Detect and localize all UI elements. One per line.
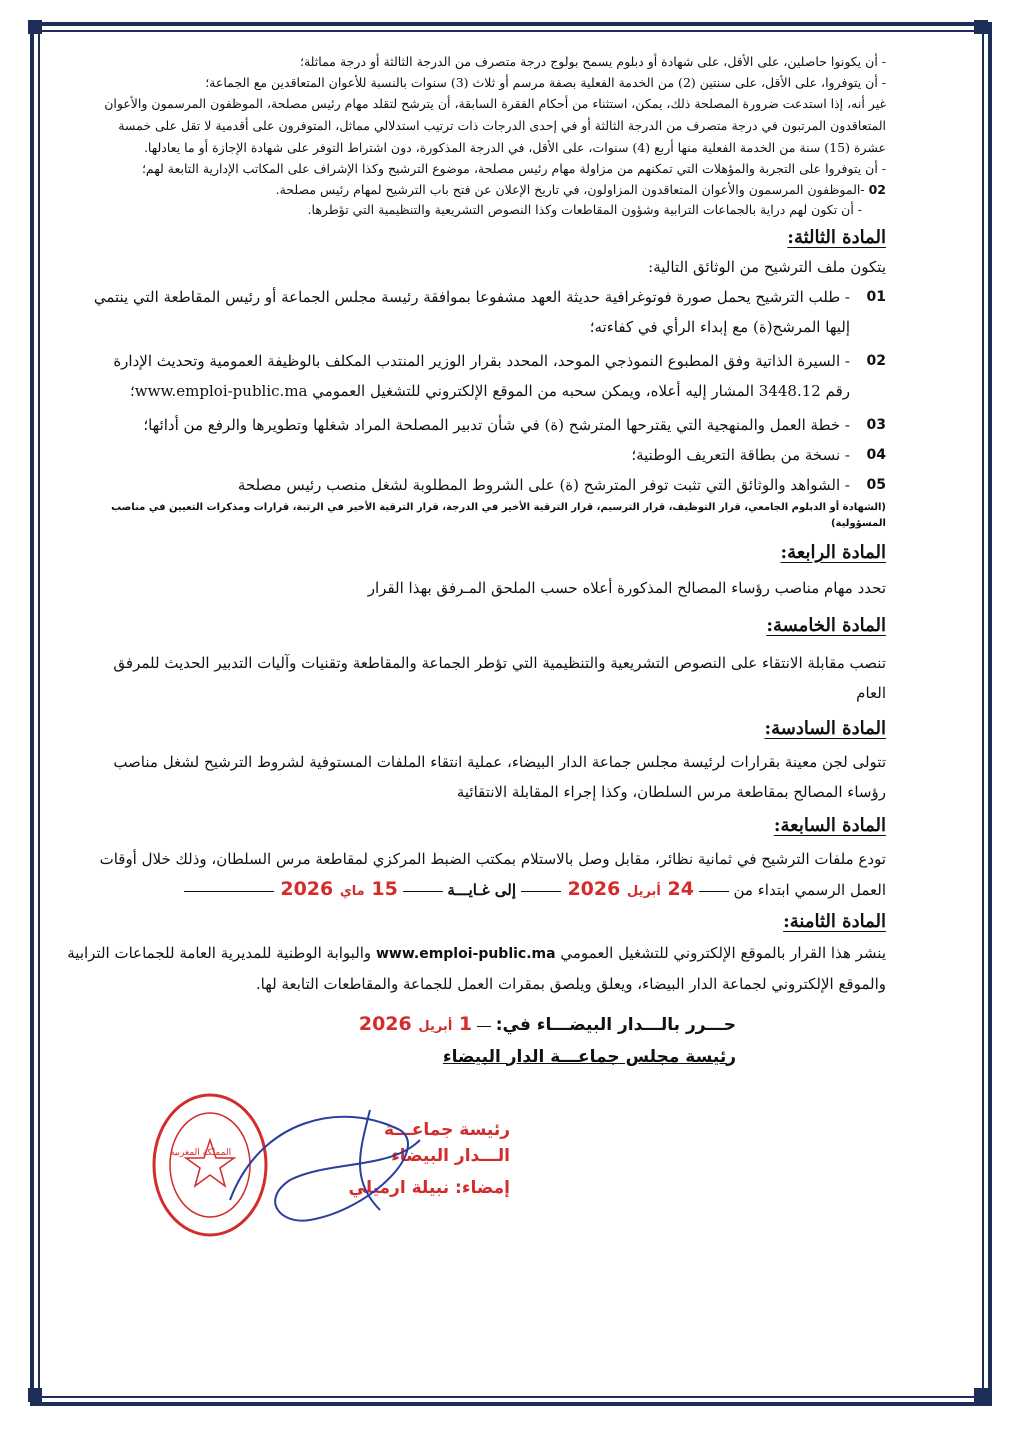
from-date: 24 أبريل 2026: [567, 877, 694, 900]
documents-list: [90, 282, 886, 500]
border-corner: [974, 1388, 988, 1402]
list-item: [90, 410, 886, 440]
item-text: - السيرة الذاتية وفق المطبوع النموذجي الموحد، المحدد بقرار الوزير المنتدب المكلف بالوظيفة العمومية وتحديث الإدارة رقم 3448.12 المشار إليه أعلاه، ويمكن سحبه من الموقع الإلكتروني للتشغيل العمومي www.emploi-public.ma؛: [113, 351, 850, 400]
article-3-title: المادة الثالثة:: [787, 226, 886, 248]
to-date: 15 ماي 2026: [280, 877, 398, 900]
document-page: [67, 52, 886, 1072]
documents-note: (الشهادة أو الدبلوم الجامعي، قرار التوظيف، قرار الترسيم، قرار الترقية الأخير في الدرجة، قرار الترقية الأخير في الرتبة، قرارات ومذكرات التعيين في مناصب المسؤولية): [111, 501, 886, 529]
article-6-title: المادة السادسة:: [764, 717, 886, 739]
signature-date: 1 أبريل 2026: [358, 1012, 473, 1035]
signature-date-line: [90, 1009, 886, 1042]
border-corner: [974, 20, 988, 34]
item-number: 05: [866, 476, 886, 493]
handwritten-signature-icon: [220, 1080, 440, 1240]
item-number: 04: [866, 446, 886, 463]
article-5-title: المادة الخامسة:: [766, 614, 886, 636]
condition-item-02: [90, 180, 886, 201]
article-4-title: المادة الرابعة:: [780, 541, 886, 563]
border-corner: [28, 20, 42, 34]
done-at-label: حـــرر بالـــدار البيضـــاء في:: [495, 1014, 736, 1035]
from-label: العمل الرسمي ابتداء من: [733, 880, 886, 899]
deposit-period: [90, 874, 886, 907]
item-text: - الشواهد والوثائق التي تثبت توفر المترشح (ة) على الشروط المطلوبة لشغل منصب رئيس مصلحة: [237, 475, 850, 494]
conditions-section: [90, 52, 886, 221]
article-6-text: تتولى لجن معينة بقرارات لرئيسة مجلس جماعة الدار البيضاء، عملية انتقاء الملفات المستوفية لشروط الترشيح لشغل مناصب رؤساء المصالح بمقاطعة مرس السلطان، وكذا إجراء المقابلة الانتقائية: [113, 752, 886, 801]
item-number: 03: [866, 416, 886, 433]
article-3-intro: يتكون ملف الترشيح من الوثائق التالية:: [648, 257, 886, 276]
signature-block: [150, 1050, 530, 1280]
list-item: [90, 470, 886, 500]
title-stamp: رئيسة جماعـــة الـــدار البيضاء إمضاء: نبيلة ارميلي: [348, 1120, 510, 1198]
item-text: - نسخة من بطاقة التعريف الوطنية؛: [631, 445, 850, 464]
item-text: - خطة العمل والمنهجية التي يقترحها المترشح (ة) في شأن تدبير المصلحة المراد شغلها وتطويرها والرفع من أدائها؛: [143, 415, 850, 434]
condition-bullet: - أن يتوفروا، على الأقل، على سنتين (2) من الخدمة الفعلية بصفة مرسم أو ثلاث (3) سنوات بالنسبة للأعوان المتعاقدين مع الجماعة؛: [205, 74, 886, 90]
exception-paragraph: غير أنه، إذا استدعت ضرورة المصلحة ذلك، يمكن، استثناء من أحكام الفقرة السابقة، أن يترشح لتقلد مهام رئيس مصلحة، الموظفون المرسمون والأعوان المتعاقدون المرتبون في درجة متصرف من الدرجة الثالثة أو في إحدى الدرجات ذات ترتيب استدلالي مماثل، المتوفرون على أقدمية لا تقل على خمسة عشرة (15) سنة من الخدمة الفعلية منها أربع (4) سنوات، على الأقل، في الدرجة المذكورة، دون اشتراط التوفر على شهادة الإجازة أو ما يعادلها.: [104, 96, 886, 155]
condition-bullet: - أن يتوفروا على التجربة والمؤهلات التي تمكنهم من مزاولة مهام رئيس مصلحة، موضوع الترشيح وكذا الإشراف على المكاتب الإدارية التابعة لهم؛: [141, 161, 886, 176]
condition-bullet: - أن يكونوا حاصلين، على الأقل، على شهادة أو دبلوم يسمح بولوج درجة متصرف من الدرجة الثالثة أو درجة مماثلة؛: [299, 54, 886, 69]
list-item: [90, 282, 886, 342]
item-number: 02: [866, 352, 886, 369]
condition-bullet: - أن تكون لهم دراية بالجماعات الترابية وشؤون المقاطعات وكذا النصوص التشريعية والتنظيمية التي تؤطرها.: [307, 202, 862, 217]
article-7-text: تودع ملفات الترشيح في ثمانية نظائر، مقابل وصل بالاستلام بمكتب الضبط المركزي لمقاطعة مرس السلطان، وذلك خلال أوقات: [99, 849, 886, 868]
to-label: إلى غـايـــة: [447, 880, 517, 899]
item-text: - طلب الترشيح يحمل صورة فوتوغرافية حديثة العهد مشفوعا بموافقة رئيسة مجلس الجماعة أو رئيس المقاطعة التي ينتمي إليها المرشح(ة) مع إبداء الرأي في كفاءته؛: [93, 287, 850, 336]
signatory-role: رئيسة مجلس جماعـــة الدار البيضاء: [442, 1046, 736, 1067]
item-number: 01: [866, 288, 886, 305]
border-corner: [28, 1388, 42, 1402]
emploi-public-link[interactable]: www.emploi-public.ma: [375, 945, 556, 962]
article-8-title: المادة الثامنة:: [783, 910, 886, 932]
seal-kingdom-text: المملكة المغربية: [170, 1148, 232, 1158]
item-number: 02: [868, 181, 886, 197]
list-item: [90, 440, 886, 470]
article-4-text: تحدد مهام مناصب رؤساء المصالح المذكورة أعلاه حسب الملحق المـرفق بهذا القرار: [367, 578, 886, 597]
article-7-title: المادة السابعة:: [773, 814, 886, 836]
list-item: [90, 346, 886, 406]
item-text: -الموظفون المرسمون والأعوان المتعاقدون المزاولون، في تاريخ الإعلان عن فتح باب الترشيح لمهام رئيس مصلحة.: [275, 181, 865, 197]
article-5-text: تنصب مقابلة الانتقاء على النصوص التشريعية والتنظيمية التي تؤطر الجماعة والمقاطعة وتقنيات وآليات التدبير الحديث للمرفق العام: [113, 653, 886, 702]
article-8-text: ينشر هذا القرار بالموقع الإلكتروني للتشغيل العمومي www.emploi-public.ma والبوابة الوطنية للمديرية العامة للجماعات الترابية والموقع الإلكتروني لجماعة الدار البيضاء، ويعلق ويلصق بمقرات العمل للجماعة والمقاطعات التابعة لها.: [67, 943, 886, 993]
